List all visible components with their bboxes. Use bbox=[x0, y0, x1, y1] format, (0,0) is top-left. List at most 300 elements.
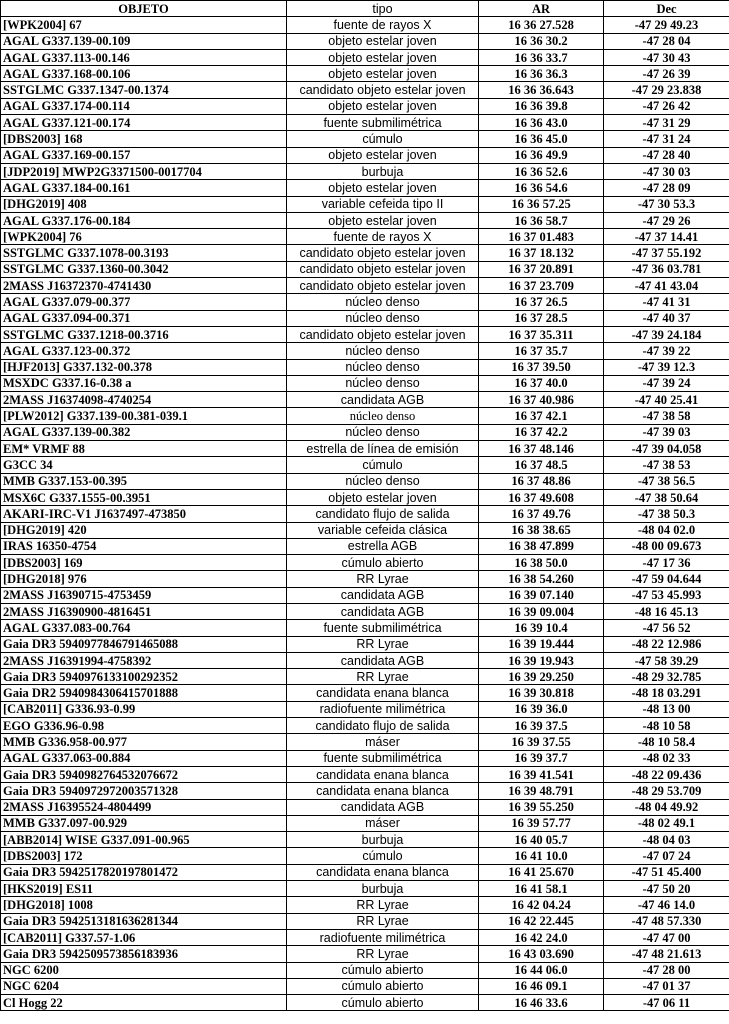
ra-cell: 16 37 28.5 bbox=[479, 310, 604, 326]
object-type-cell: candidato objeto estelar joven bbox=[287, 245, 479, 261]
object-type-cell: objeto estelar joven bbox=[287, 147, 479, 163]
ra-cell: 16 39 29.250 bbox=[479, 669, 604, 685]
table-row bbox=[1, 441, 729, 457]
object-name-cell: Gaia DR2 5940984306415701888 bbox=[1, 685, 287, 701]
object-type-cell: estrella AGB bbox=[287, 538, 479, 554]
ra-cell: 16 37 18.132 bbox=[479, 245, 604, 261]
ra-cell: 16 37 20.891 bbox=[479, 261, 604, 277]
dec-cell: -47 59 04.644 bbox=[604, 571, 729, 587]
ra-cell: 16 39 57.77 bbox=[479, 815, 604, 831]
ra-cell: 16 39 41.541 bbox=[479, 766, 604, 782]
table-row bbox=[1, 995, 729, 1011]
dec-cell: -47 17 36 bbox=[604, 555, 729, 571]
table-row bbox=[1, 832, 729, 848]
table-row bbox=[1, 978, 729, 994]
dec-cell: -47 26 42 bbox=[604, 98, 729, 114]
ra-cell: 16 39 37.55 bbox=[479, 734, 604, 750]
ra-cell: 16 38 54.260 bbox=[479, 571, 604, 587]
object-type-cell: cúmulo bbox=[287, 457, 479, 473]
object-type-cell: objeto estelar joven bbox=[287, 49, 479, 65]
ra-cell: 16 37 40.0 bbox=[479, 375, 604, 391]
ra-cell: 16 37 48.86 bbox=[479, 473, 604, 489]
ra-cell: 16 39 37.7 bbox=[479, 750, 604, 766]
object-type-cell: RR Lyrae bbox=[287, 571, 479, 587]
ra-cell: 16 36 52.6 bbox=[479, 163, 604, 179]
ra-cell: 16 39 36.0 bbox=[479, 701, 604, 717]
object-name-cell: [JDP2019] MWP2G3371500-0017704 bbox=[1, 163, 287, 179]
dec-cell: -48 18 03.291 bbox=[604, 685, 729, 701]
ra-cell: 16 41 25.670 bbox=[479, 864, 604, 880]
object-name-cell: AGAL G337.168-00.106 bbox=[1, 66, 287, 82]
ra-cell: 16 36 45.0 bbox=[479, 131, 604, 147]
object-type-cell: objeto estelar joven bbox=[287, 66, 479, 82]
dec-cell: -47 38 50.3 bbox=[604, 506, 729, 522]
object-type-cell: núcleo denso bbox=[287, 408, 479, 424]
ra-cell: 16 36 39.8 bbox=[479, 98, 604, 114]
object-name-cell: SSTGLMC G337.1360-00.3042 bbox=[1, 261, 287, 277]
table-row bbox=[1, 864, 729, 880]
object-name-cell: Gaia DR3 5942513181636281344 bbox=[1, 913, 287, 929]
table-row bbox=[1, 212, 729, 228]
table-row bbox=[1, 82, 729, 98]
object-name-cell: [HKS2019] ES11 bbox=[1, 881, 287, 897]
object-type-cell: RR Lyrae bbox=[287, 946, 479, 962]
table-row bbox=[1, 685, 729, 701]
table-row bbox=[1, 587, 729, 603]
object-type-cell: variable cefeida tipo II bbox=[287, 196, 479, 212]
object-type-cell: candidato objeto estelar joven bbox=[287, 326, 479, 342]
dec-cell: -47 58 39.29 bbox=[604, 652, 729, 668]
object-type-cell: cúmulo bbox=[287, 131, 479, 147]
table-row bbox=[1, 147, 729, 163]
object-name-cell: AGAL G337.123-00.372 bbox=[1, 343, 287, 359]
dec-cell: -47 39 24 bbox=[604, 375, 729, 391]
table-row bbox=[1, 261, 729, 277]
ra-cell: 16 42 22.445 bbox=[479, 913, 604, 929]
object-type-cell: burbuja bbox=[287, 163, 479, 179]
object-name-cell: NGC 6200 bbox=[1, 962, 287, 978]
object-name-cell: AGAL G337.139-00.382 bbox=[1, 424, 287, 440]
object-type-cell: cúmulo abierto bbox=[287, 978, 479, 994]
ra-cell: 16 39 37.5 bbox=[479, 718, 604, 734]
dec-cell: -47 38 58 bbox=[604, 408, 729, 424]
dec-cell: -47 30 43 bbox=[604, 49, 729, 65]
table-row bbox=[1, 310, 729, 326]
table-row bbox=[1, 929, 729, 945]
object-type-cell: RR Lyrae bbox=[287, 669, 479, 685]
ra-cell: 16 37 48.5 bbox=[479, 457, 604, 473]
dec-cell: -47 38 53 bbox=[604, 457, 729, 473]
table-row bbox=[1, 718, 729, 734]
table-row bbox=[1, 555, 729, 571]
dec-cell: -48 13 00 bbox=[604, 701, 729, 717]
object-name-cell: [PLW2012] G337.139-00.381-039.1 bbox=[1, 408, 287, 424]
object-name-cell: AGAL G337.174-00.114 bbox=[1, 98, 287, 114]
object-type-cell: fuente de rayos X bbox=[287, 229, 479, 245]
object-name-cell: SSTGLMC G337.1078-00.3193 bbox=[1, 245, 287, 261]
object-name-cell: AKARI-IRC-V1 J1637497-473850 bbox=[1, 506, 287, 522]
object-name-cell: MMB G336.958-00.977 bbox=[1, 734, 287, 750]
dec-cell: -47 07 24 bbox=[604, 848, 729, 864]
object-type-cell: máser bbox=[287, 734, 479, 750]
dec-cell: -48 16 45.13 bbox=[604, 603, 729, 619]
dec-cell: -47 39 03 bbox=[604, 424, 729, 440]
ra-cell: 16 39 07.140 bbox=[479, 587, 604, 603]
object-type-cell: objeto estelar joven bbox=[287, 489, 479, 505]
object-name-cell: [DHG2018] 976 bbox=[1, 571, 287, 587]
dec-cell: -48 10 58.4 bbox=[604, 734, 729, 750]
object-name-cell: AGAL G337.184-00.161 bbox=[1, 180, 287, 196]
table-row bbox=[1, 669, 729, 685]
table-row bbox=[1, 897, 729, 913]
table-row bbox=[1, 17, 729, 33]
ra-cell: 16 36 33.7 bbox=[479, 49, 604, 65]
object-type-cell: núcleo denso bbox=[287, 343, 479, 359]
table-row bbox=[1, 489, 729, 505]
object-type-cell: RR Lyrae bbox=[287, 897, 479, 913]
object-name-cell: IRAS 16350-4754 bbox=[1, 538, 287, 554]
object-name-cell: Cl Hogg 22 bbox=[1, 995, 287, 1011]
object-type-cell: estrella de línea de emisión bbox=[287, 441, 479, 457]
table-row bbox=[1, 652, 729, 668]
table-row bbox=[1, 180, 729, 196]
object-name-cell: [CAB2011] G336.93-0.99 bbox=[1, 701, 287, 717]
ra-cell: 16 37 48.146 bbox=[479, 441, 604, 457]
ra-cell: 16 37 01.483 bbox=[479, 229, 604, 245]
dec-cell: -47 31 29 bbox=[604, 115, 729, 131]
object-type-cell: burbuja bbox=[287, 881, 479, 897]
ra-cell: 16 37 35.311 bbox=[479, 326, 604, 342]
object-name-cell: [WPK2004] 76 bbox=[1, 229, 287, 245]
dec-cell: -47 41 31 bbox=[604, 294, 729, 310]
object-type-cell: candidato flujo de salida bbox=[287, 506, 479, 522]
ra-cell: 16 37 49.76 bbox=[479, 506, 604, 522]
dec-cell: -47 26 39 bbox=[604, 66, 729, 82]
object-type-cell: burbuja bbox=[287, 832, 479, 848]
table-row bbox=[1, 750, 729, 766]
ra-cell: 16 39 19.943 bbox=[479, 652, 604, 668]
table-row bbox=[1, 848, 729, 864]
ra-cell: 16 36 27.528 bbox=[479, 17, 604, 33]
object-name-cell: [DBS2003] 169 bbox=[1, 555, 287, 571]
table-row bbox=[1, 98, 729, 114]
object-type-cell: núcleo denso bbox=[287, 473, 479, 489]
object-type-cell: cúmulo abierto bbox=[287, 995, 479, 1011]
dec-cell: -47 37 14.41 bbox=[604, 229, 729, 245]
table-row bbox=[1, 163, 729, 179]
table-row bbox=[1, 506, 729, 522]
ra-cell: 16 36 57.25 bbox=[479, 196, 604, 212]
object-name-cell: [DBS2003] 172 bbox=[1, 848, 287, 864]
object-name-cell: 2MASS J16390715-4753459 bbox=[1, 587, 287, 603]
dec-cell: -48 22 12.986 bbox=[604, 636, 729, 652]
ra-cell: 16 42 04.24 bbox=[479, 897, 604, 913]
object-name-cell: AGAL G337.139-00.109 bbox=[1, 33, 287, 49]
table-row bbox=[1, 962, 729, 978]
table-row bbox=[1, 815, 729, 831]
table-row bbox=[1, 49, 729, 65]
table-row bbox=[1, 343, 729, 359]
table-row bbox=[1, 636, 729, 652]
object-name-cell: 2MASS J16391994-4758392 bbox=[1, 652, 287, 668]
object-name-cell: AGAL G337.063-00.884 bbox=[1, 750, 287, 766]
ra-cell: 16 39 55.250 bbox=[479, 799, 604, 815]
header-dec: Dec bbox=[604, 1, 729, 17]
object-type-cell: objeto estelar joven bbox=[287, 180, 479, 196]
object-name-cell: MMB G337.153-00.395 bbox=[1, 473, 287, 489]
ra-cell: 16 41 58.1 bbox=[479, 881, 604, 897]
ra-cell: 16 39 30.818 bbox=[479, 685, 604, 701]
object-name-cell: MSXDC G337.16-0.38 a bbox=[1, 375, 287, 391]
object-type-cell: candidata AGB bbox=[287, 799, 479, 815]
object-name-cell: MSX6C G337.1555-00.3951 bbox=[1, 489, 287, 505]
dec-cell: -47 40 37 bbox=[604, 310, 729, 326]
object-name-cell: [WPK2004] 67 bbox=[1, 17, 287, 33]
object-name-cell: 2MASS J16395524-4804499 bbox=[1, 799, 287, 815]
dec-cell: -47 46 14.0 bbox=[604, 897, 729, 913]
object-name-cell: EGO G336.96-0.98 bbox=[1, 718, 287, 734]
ra-cell: 16 36 49.9 bbox=[479, 147, 604, 163]
object-name-cell: [CAB2011] G337.57-1.06 bbox=[1, 929, 287, 945]
object-name-cell: Gaia DR3 5940982764532076672 bbox=[1, 766, 287, 782]
dec-cell: -47 29 26 bbox=[604, 212, 729, 228]
table-row bbox=[1, 766, 729, 782]
dec-cell: -47 53 45.993 bbox=[604, 587, 729, 603]
table-row bbox=[1, 538, 729, 554]
dec-cell: -47 29 49.23 bbox=[604, 17, 729, 33]
object-type-cell: fuente submilimétrica bbox=[287, 620, 479, 636]
object-type-cell: RR Lyrae bbox=[287, 636, 479, 652]
object-name-cell: AGAL G337.169-00.157 bbox=[1, 147, 287, 163]
object-name-cell: G3CC 34 bbox=[1, 457, 287, 473]
table-row bbox=[1, 913, 729, 929]
object-type-cell: núcleo denso bbox=[287, 375, 479, 391]
dec-cell: -47 56 52 bbox=[604, 620, 729, 636]
table-row bbox=[1, 66, 729, 82]
object-type-cell: candidato objeto estelar joven bbox=[287, 261, 479, 277]
table-row bbox=[1, 783, 729, 799]
object-type-cell: cúmulo abierto bbox=[287, 555, 479, 571]
ra-cell: 16 37 39.50 bbox=[479, 359, 604, 375]
object-type-cell: radiofuente milimétrica bbox=[287, 701, 479, 717]
dec-cell: -48 00 09.673 bbox=[604, 538, 729, 554]
dec-cell: -47 38 56.5 bbox=[604, 473, 729, 489]
dec-cell: -48 22 09.436 bbox=[604, 766, 729, 782]
object-type-cell: variable cefeida clásica bbox=[287, 522, 479, 538]
object-type-cell: núcleo denso bbox=[287, 424, 479, 440]
table-row bbox=[1, 294, 729, 310]
object-type-cell: candidato objeto estelar joven bbox=[287, 82, 479, 98]
object-name-cell: 2MASS J16374098-4740254 bbox=[1, 392, 287, 408]
dec-cell: -47 30 03 bbox=[604, 163, 729, 179]
ra-cell: 16 37 26.5 bbox=[479, 294, 604, 310]
table-row bbox=[1, 33, 729, 49]
object-name-cell: SSTGLMC G337.1347-00.1374 bbox=[1, 82, 287, 98]
dec-cell: -47 36 03.781 bbox=[604, 261, 729, 277]
ra-cell: 16 43 03.690 bbox=[479, 946, 604, 962]
table-row bbox=[1, 603, 729, 619]
object-type-cell: máser bbox=[287, 815, 479, 831]
ra-cell: 16 46 09.1 bbox=[479, 978, 604, 994]
dec-cell: -48 10 58 bbox=[604, 718, 729, 734]
dec-cell: -47 39 22 bbox=[604, 343, 729, 359]
dec-cell: -47 48 21.613 bbox=[604, 946, 729, 962]
dec-cell: -47 28 00 bbox=[604, 962, 729, 978]
ra-cell: 16 36 54.6 bbox=[479, 180, 604, 196]
header-tipo: tipo bbox=[287, 1, 479, 17]
dec-cell: -47 39 24.184 bbox=[604, 326, 729, 342]
dec-cell: -48 04 02.0 bbox=[604, 522, 729, 538]
dec-cell: -48 04 03 bbox=[604, 832, 729, 848]
table-row bbox=[1, 424, 729, 440]
object-type-cell: núcleo denso bbox=[287, 294, 479, 310]
object-name-cell: Gaia DR3 5942509573856183936 bbox=[1, 946, 287, 962]
object-name-cell: AGAL G337.113-00.146 bbox=[1, 49, 287, 65]
ra-cell: 16 42 24.0 bbox=[479, 929, 604, 945]
object-name-cell: Gaia DR3 5940976133100292352 bbox=[1, 669, 287, 685]
ra-cell: 16 36 36.3 bbox=[479, 66, 604, 82]
table-row bbox=[1, 946, 729, 962]
dec-cell: -47 29 23.838 bbox=[604, 82, 729, 98]
object-type-cell: objeto estelar joven bbox=[287, 98, 479, 114]
table-row bbox=[1, 473, 729, 489]
object-type-cell: candidata enana blanca bbox=[287, 864, 479, 880]
ra-cell: 16 39 19.444 bbox=[479, 636, 604, 652]
ra-cell: 16 36 30.2 bbox=[479, 33, 604, 49]
object-name-cell: [DHG2019] 408 bbox=[1, 196, 287, 212]
object-name-cell: NGC 6204 bbox=[1, 978, 287, 994]
object-name-cell: [HJF2013] G337.132-00.378 bbox=[1, 359, 287, 375]
dec-cell: -47 40 25.41 bbox=[604, 392, 729, 408]
object-name-cell: MMB G337.097-00.929 bbox=[1, 815, 287, 831]
object-name-cell: AGAL G337.176-00.184 bbox=[1, 212, 287, 228]
ra-cell: 16 37 42.2 bbox=[479, 424, 604, 440]
dec-cell: -47 47 00 bbox=[604, 929, 729, 945]
table-row bbox=[1, 701, 729, 717]
object-name-cell: Gaia DR3 5942517820197801472 bbox=[1, 864, 287, 880]
object-name-cell: AGAL G337.079-00.377 bbox=[1, 294, 287, 310]
object-type-cell: candidata AGB bbox=[287, 603, 479, 619]
table-row bbox=[1, 799, 729, 815]
object-name-cell: [DHG2018] 1008 bbox=[1, 897, 287, 913]
table-row bbox=[1, 326, 729, 342]
object-type-cell: fuente de rayos X bbox=[287, 17, 479, 33]
ra-cell: 16 39 48.791 bbox=[479, 783, 604, 799]
object-type-cell: candidata AGB bbox=[287, 652, 479, 668]
dec-cell: -47 30 53.3 bbox=[604, 196, 729, 212]
dec-cell: -48 02 33 bbox=[604, 750, 729, 766]
ra-cell: 16 39 10.4 bbox=[479, 620, 604, 636]
table-row bbox=[1, 359, 729, 375]
dec-cell: -47 48 57.330 bbox=[604, 913, 729, 929]
dec-cell: -47 38 50.64 bbox=[604, 489, 729, 505]
table-row bbox=[1, 115, 729, 131]
object-name-cell: SSTGLMC G337.1218-00.3716 bbox=[1, 326, 287, 342]
object-type-cell: núcleo denso bbox=[287, 310, 479, 326]
object-name-cell: AGAL G337.121-00.174 bbox=[1, 115, 287, 131]
dec-cell: -47 06 11 bbox=[604, 995, 729, 1011]
object-type-cell: candidata enana blanca bbox=[287, 783, 479, 799]
table-row bbox=[1, 245, 729, 261]
dec-cell: -47 37 55.192 bbox=[604, 245, 729, 261]
ra-cell: 16 39 09.004 bbox=[479, 603, 604, 619]
object-type-cell: RR Lyrae bbox=[287, 913, 479, 929]
object-type-cell: fuente submilimétrica bbox=[287, 750, 479, 766]
object-name-cell: AGAL G337.094-00.371 bbox=[1, 310, 287, 326]
table-row bbox=[1, 457, 729, 473]
ra-cell: 16 37 40.986 bbox=[479, 392, 604, 408]
dec-cell: -48 29 53.709 bbox=[604, 783, 729, 799]
ra-cell: 16 41 10.0 bbox=[479, 848, 604, 864]
object-type-cell: núcleo denso bbox=[287, 359, 479, 375]
dec-cell: -47 28 09 bbox=[604, 180, 729, 196]
table-row bbox=[1, 620, 729, 636]
object-type-cell: fuente submilimétrica bbox=[287, 115, 479, 131]
table-row bbox=[1, 734, 729, 750]
dec-cell: -48 29 32.785 bbox=[604, 669, 729, 685]
dec-cell: -47 41 43.04 bbox=[604, 278, 729, 294]
object-name-cell: 2MASS J16390900-4816451 bbox=[1, 603, 287, 619]
object-type-cell: radiofuente milimétrica bbox=[287, 929, 479, 945]
object-type-cell: cúmulo bbox=[287, 848, 479, 864]
ra-cell: 16 38 47.899 bbox=[479, 538, 604, 554]
dec-cell: -47 01 37 bbox=[604, 978, 729, 994]
object-type-cell: candidata enana blanca bbox=[287, 766, 479, 782]
dec-cell: -47 39 12.3 bbox=[604, 359, 729, 375]
dec-cell: -48 04 49.92 bbox=[604, 799, 729, 815]
table-row bbox=[1, 196, 729, 212]
dec-cell: -48 02 49.1 bbox=[604, 815, 729, 831]
object-name-cell: Gaia DR3 5940972972003571328 bbox=[1, 783, 287, 799]
object-name-cell: 2MASS J16372370-4741430 bbox=[1, 278, 287, 294]
ra-cell: 16 37 35.7 bbox=[479, 343, 604, 359]
object-type-cell: candidata AGB bbox=[287, 587, 479, 603]
object-type-cell: candidata AGB bbox=[287, 392, 479, 408]
ra-cell: 16 38 50.0 bbox=[479, 555, 604, 571]
ra-cell: 16 37 23.709 bbox=[479, 278, 604, 294]
ra-cell: 16 36 43.0 bbox=[479, 115, 604, 131]
object-type-cell: candidata enana blanca bbox=[287, 685, 479, 701]
ra-cell: 16 40 05.7 bbox=[479, 832, 604, 848]
ra-cell: 16 36 36.643 bbox=[479, 82, 604, 98]
object-name-cell: [DBS2003] 168 bbox=[1, 131, 287, 147]
ra-cell: 16 37 49.608 bbox=[479, 489, 604, 505]
object-type-cell: objeto estelar joven bbox=[287, 212, 479, 228]
table-row bbox=[1, 571, 729, 587]
object-type-cell: cúmulo abierto bbox=[287, 962, 479, 978]
dec-cell: -47 50 20 bbox=[604, 881, 729, 897]
object-name-cell: [ABB2014] WISE G337.091-00.965 bbox=[1, 832, 287, 848]
table-row bbox=[1, 278, 729, 294]
header-ar: AR bbox=[479, 1, 604, 17]
object-name-cell: [DHG2019] 420 bbox=[1, 522, 287, 538]
table-row bbox=[1, 229, 729, 245]
object-type-cell: objeto estelar joven bbox=[287, 33, 479, 49]
table-row bbox=[1, 392, 729, 408]
object-name-cell: Gaia DR3 5940977846791465088 bbox=[1, 636, 287, 652]
table-row bbox=[1, 522, 729, 538]
object-name-cell: AGAL G337.083-00.764 bbox=[1, 620, 287, 636]
dec-cell: -47 28 40 bbox=[604, 147, 729, 163]
table-row bbox=[1, 881, 729, 897]
header-objeto: OBJETO bbox=[1, 1, 287, 17]
table-row bbox=[1, 375, 729, 391]
ra-cell: 16 46 33.6 bbox=[479, 995, 604, 1011]
ra-cell: 16 37 42.1 bbox=[479, 408, 604, 424]
header-row bbox=[1, 1, 729, 17]
object-name-cell: EM* VRMF 88 bbox=[1, 441, 287, 457]
dec-cell: -47 28 04 bbox=[604, 33, 729, 49]
